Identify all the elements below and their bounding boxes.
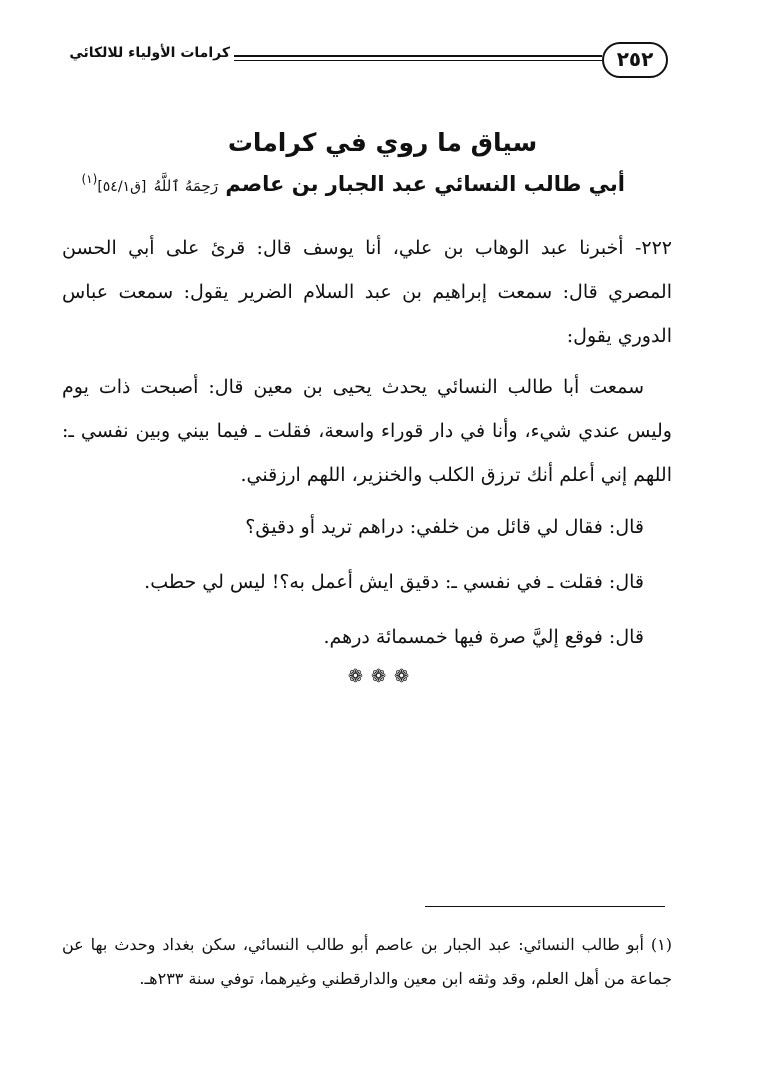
paragraph-2: سمعت أبا طالب النسائي يحدث يحيى بن معين قال: أصبحت ذات يوم وليس عندي شيء، وأنا في دار قوراء واسعة، فقلت ـ فيما بيني وبين نفسي ـ: اللهم إني أعلم أنك ترزق الكلب والخنزير، اللهم ارزقني. — [62, 376, 672, 486]
running-title: كرامات الأولياء للالكائي — [69, 45, 230, 61]
section-title: سياق ما روي في كرامات — [227, 128, 538, 157]
paragraph-5: قال: فوقع إليَّ صرة فيها خمسمائة درهم. — [323, 626, 644, 648]
section-subtitle — [81, 172, 625, 196]
header-rule — [234, 55, 602, 61]
footnote: (١) أبو طالب النسائي: عبد الجبار بن عاصم أبو طالب النسائي، سكن بغداد وحدث بها عن جماعة من أهل العلم، وقد وثقه ابن معين والدارقطني وغيرهما، توفي سنة ٢٣٣هـ. — [62, 935, 672, 988]
ornament-divider: ❁❁❁ — [347, 666, 418, 687]
subtitle-text: أبي طالب النسائي عبد الجبار بن عاصم — [225, 172, 625, 196]
manuscript-reference: [ق٥٤/١] — [97, 179, 147, 195]
honorific: رَحِمَهُ ٱللَّهُ — [153, 177, 219, 195]
page-number-badge: ٢٥٢ — [602, 42, 668, 78]
running-header — [58, 40, 668, 80]
footnote-marker: (١) — [81, 172, 98, 186]
footnote-rule — [425, 906, 665, 907]
paragraph-4: قال: فقلت ـ في نفسي ـ: دقيق ايش أعمل به؟! ليس لي حطب. — [144, 571, 644, 593]
paragraph-3: قال: فقال لي قائل من خلفي: دراهم تريد أو دقيق؟ — [245, 516, 644, 538]
paragraph-1: ٢٢٢- أخبرنا عبد الوهاب بن علي، أنا يوسف قال: قرئ على أبي الحسن المصري قال: سمعت إبراهيم بن عبد السلام الضرير يقول: سمعت عباس الدوري يقول: — [62, 237, 672, 347]
